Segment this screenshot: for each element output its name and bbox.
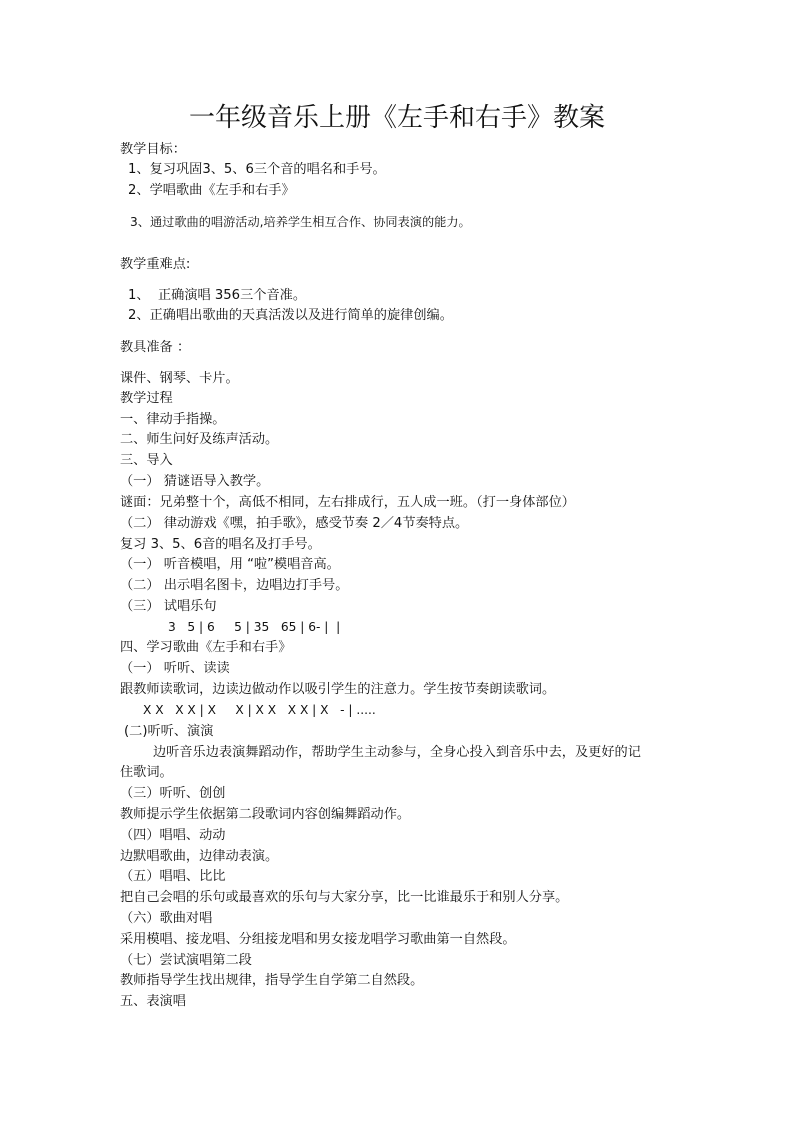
text-line: 边默唱歌曲，边律动表演。 — [120, 849, 279, 864]
text-line: 五、表演唱 — [120, 994, 186, 1009]
text-line: 教学目标： — [120, 142, 186, 157]
text-line: 1、 正确演唱 356三个音准。 — [128, 288, 307, 303]
text-line: 教学过程 — [120, 391, 173, 406]
text-line: （三）听听、创创 — [120, 786, 226, 801]
text-line: 四、学习歌曲《左手和右手》 — [120, 640, 292, 655]
text-line: 2、正确唱出歌曲的天真活泼以及进行简单的旋律创编。 — [128, 308, 453, 323]
text-line: 3、通过歌曲的唱游活动,培养学生相互合作、协同表演的能力。 — [130, 215, 471, 229]
text-line: 教学重难点: — [120, 257, 191, 272]
text-line: （三） 试唱乐句 — [120, 599, 217, 614]
text-line: （五）唱唱、比比 — [120, 869, 226, 884]
text-line: 采用模唱、接龙唱、分组接龙唱和男女接龙唱学习歌曲第一自然段。 — [120, 932, 516, 947]
text-line: 教具准备 ： — [120, 340, 191, 355]
text-line: 二、师生问好及练声活动。 — [120, 432, 279, 447]
text-line: （四）唱唱、动动 — [120, 828, 226, 843]
text-line: 三、导入 — [120, 453, 173, 468]
text-line: （一） 听音模唱，用 “啦”模唱音高。 — [120, 557, 340, 572]
text-line: 教师提示学生依据第二段歌词内容创编舞蹈动作。 — [120, 807, 411, 822]
text-line: （二） 律动游戏《嘿，拍手歌》，感受节奏 2／4节奏特点。 — [120, 516, 469, 531]
text-line: 把自己会唱的乐句或最喜欢的乐句与大家分享，比一比谁最乐于和别人分享。 — [120, 890, 569, 905]
text-line: 跟教师读歌词，边读边做动作以吸引学生的注意力。学生按节奏朗读歌词。 — [120, 682, 556, 697]
text-line: 复习 3、5、6音的唱名及打手号。 — [120, 537, 321, 552]
text-line: 2、学唱歌曲《左手和右手》 — [128, 183, 295, 198]
text-line: 边听音乐边表演舞蹈动作，帮助学生主动参与，全身心投入到音乐中去，及更好的记 — [153, 745, 641, 760]
text-line: 住歌词。 — [120, 765, 173, 780]
text-line: （一） 猜谜语导入教学。 — [120, 474, 270, 489]
text-line: 课件、钢琴、卡片。 — [120, 371, 239, 386]
text-line: (二)听听、演演 — [124, 724, 214, 739]
notation-line: 3 5 | 6 5 | 35 65 | 6- | | — [168, 620, 341, 634]
text-line: （七）尝试演唱第二段 — [120, 953, 252, 968]
text-line: （二） 出示唱名图卡，边唱边打手号。 — [120, 578, 349, 593]
text-line: 一、律动手指操。 — [120, 412, 226, 427]
rhythm-line: X X X X | X X | X X X X | X - | ..... — [143, 703, 376, 717]
page-title: 一年级音乐上册《左手和右手》教案 — [188, 103, 605, 133]
text-line: 1、复习巩固3、5、6三个音的唱名和手号。 — [128, 162, 386, 177]
text-line: （六）歌曲对唱 — [120, 911, 213, 926]
text-line: 谜面：兄弟整十个，高低不相同，左右排成行，五人成一班。（打一身体部位） — [120, 495, 575, 510]
text-line: （一） 听听、读读 — [120, 661, 230, 676]
text-line: 教师指导学生找出规律，指导学生自学第二自然段。 — [120, 973, 424, 988]
